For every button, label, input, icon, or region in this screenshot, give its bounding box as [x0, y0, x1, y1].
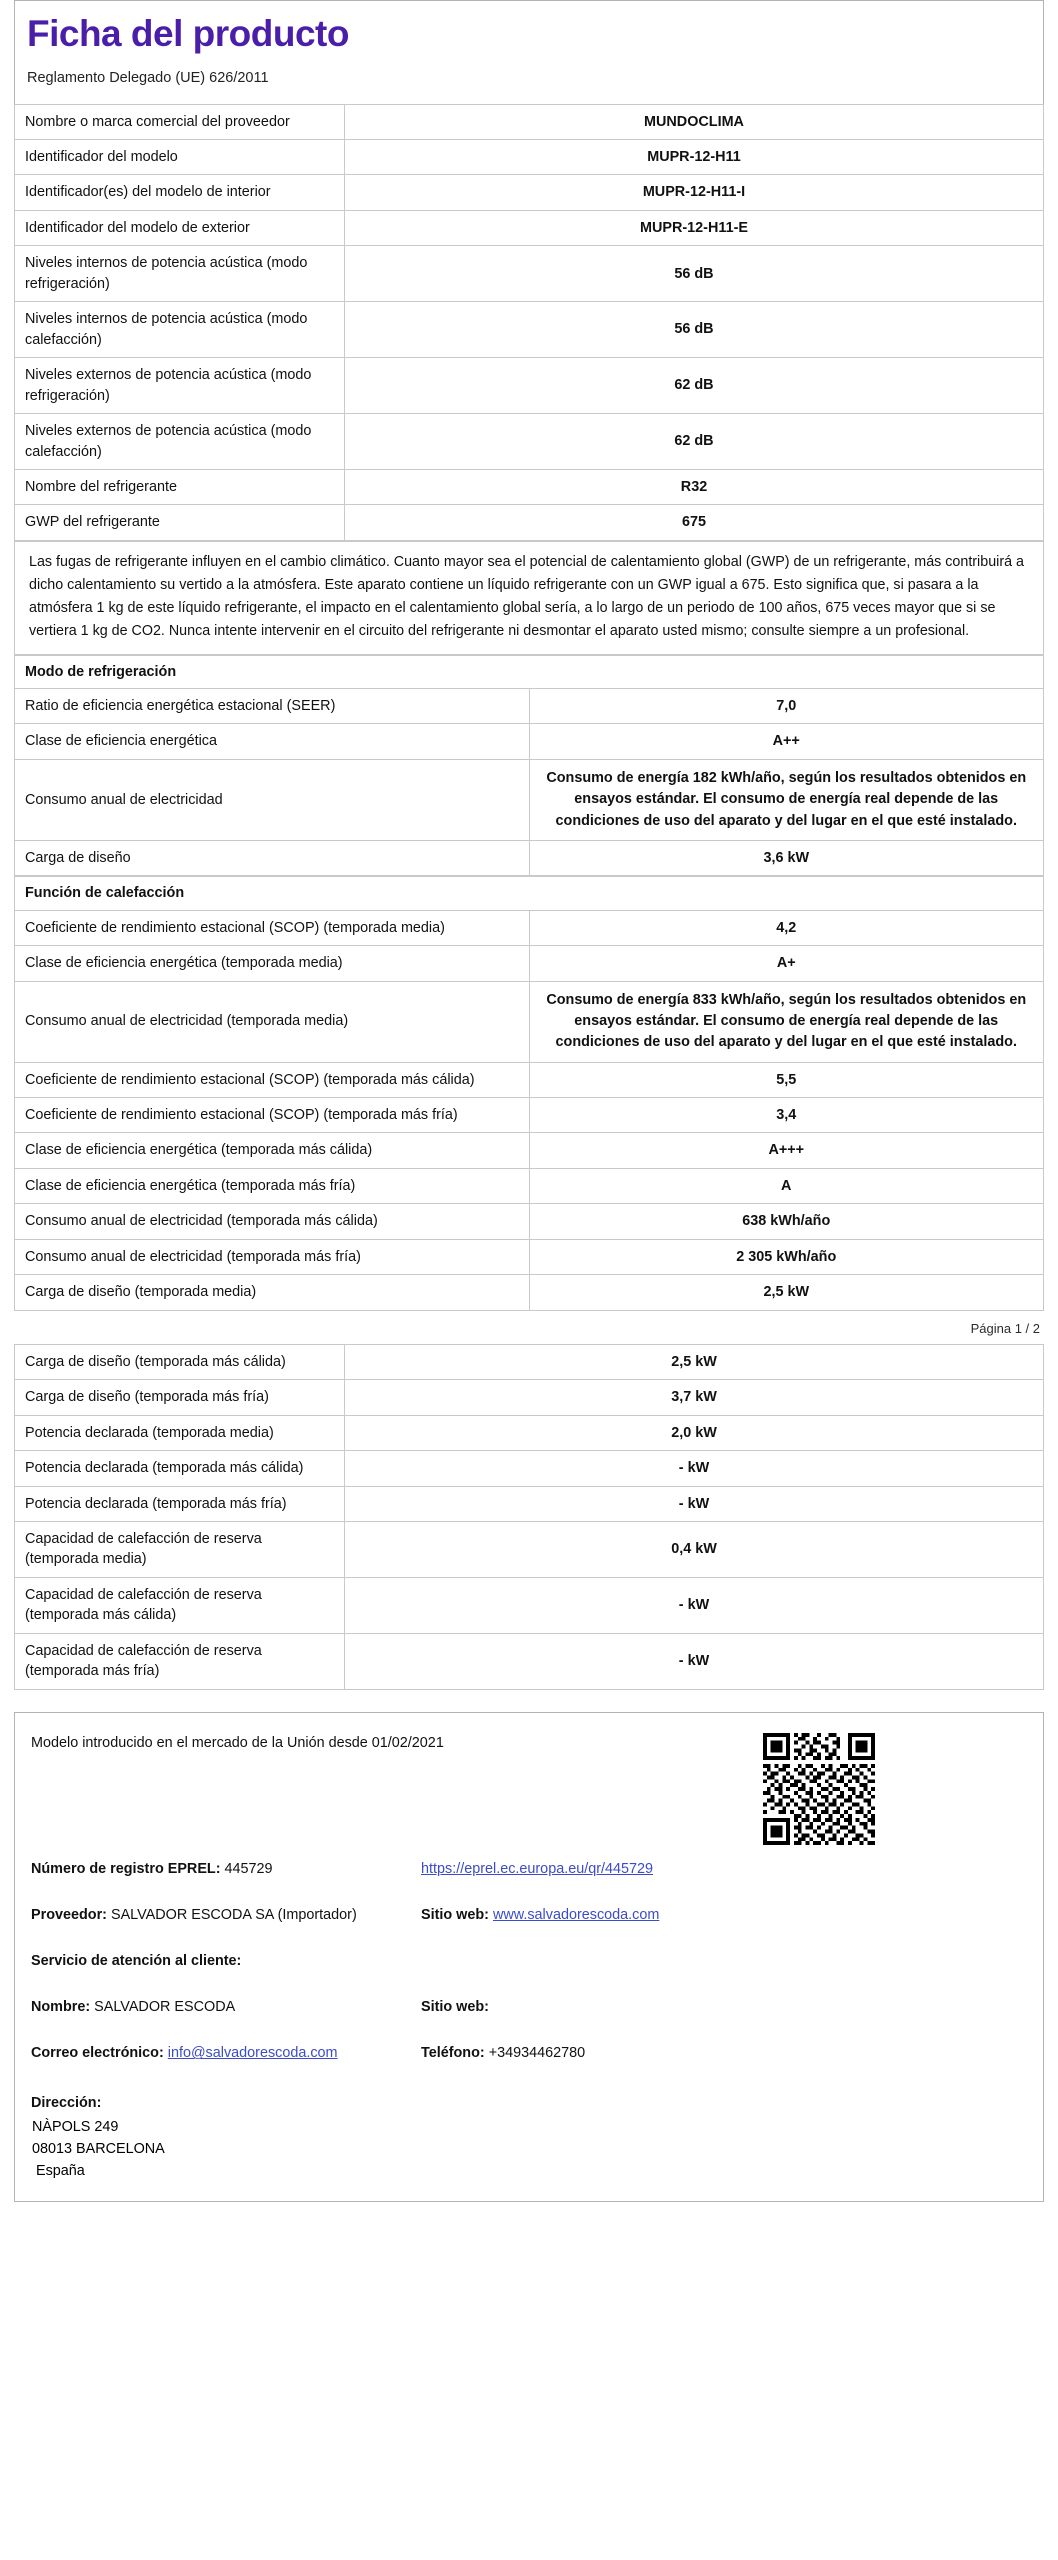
spec-table-top: [14, 104, 1044, 541]
row-label: Coeficiente de rendimiento estacional (SCOP) (temporada más cálida): [15, 1062, 530, 1097]
row-label: Clase de eficiencia energética (temporada más fría): [15, 1168, 530, 1203]
table-row: [15, 1522, 1044, 1578]
table-row: [15, 981, 1044, 1062]
row-value: 56 dB: [345, 302, 1044, 358]
row-value: 0,4 kW: [345, 1522, 1044, 1578]
row-label: Niveles internos de potencia acústica (modo calefacción): [15, 302, 345, 358]
row-value: 638 kWh/año: [529, 1204, 1044, 1239]
footer-contact-grid: [29, 1859, 1029, 2183]
supplier-label: Proveedor:: [31, 1906, 107, 1923]
market-introduction-line: Modelo introducido en el mercado de la Unión desde 01/02/2021: [31, 1734, 444, 1751]
table-row: [15, 759, 1044, 840]
table-row: [15, 1168, 1044, 1203]
address-line-1: NÀPOLS 249: [32, 2118, 119, 2135]
supplier-value: SALVADOR ESCODA SA (Importador): [110, 1906, 357, 1923]
refrigerant-note-table: [14, 541, 1044, 655]
row-value: 2 305 kWh/año: [529, 1239, 1044, 1274]
footer-info-box: [14, 1712, 1044, 2202]
table-row: [15, 1415, 1044, 1450]
row-value: 4,2: [529, 910, 1044, 945]
row-label: Clase de eficiencia energética (temporada media): [15, 946, 530, 981]
row-value: 2,5 kW: [345, 1344, 1044, 1379]
service-phone-value: +34934462780: [488, 2045, 586, 2062]
row-label: Consumo anual de electricidad (temporada más fría): [15, 1239, 530, 1274]
row-label: Coeficiente de rendimiento estacional (SCOP) (temporada más fría): [15, 1098, 530, 1133]
service-email-link[interactable]: info@salvadorescoda.com: [167, 2045, 338, 2062]
spec-table-heating: [14, 876, 1044, 1310]
table-row: [15, 1062, 1044, 1097]
page-number: Página 1 / 2: [970, 1320, 1040, 1336]
row-label: Niveles internos de potencia acústica (modo refrigeración): [15, 246, 345, 302]
table-row: [15, 946, 1044, 981]
row-value: 62 dB: [345, 414, 1044, 470]
row-label: Consumo anual de electricidad (temporada más cálida): [15, 1204, 530, 1239]
page-title: Ficha del producto: [27, 13, 349, 54]
eprel-label: Número de registro EPREL:: [31, 1860, 221, 1877]
section-header-cooling: [15, 655, 1044, 688]
row-label: Capacidad de calefacción de reserva (temporada más fría): [15, 1633, 345, 1689]
row-value: 3,6 kW: [529, 840, 1044, 875]
table-row: [15, 840, 1044, 875]
address-label: Dirección:: [31, 2094, 102, 2111]
document-header: [14, 0, 1044, 104]
row-label: Nombre o marca comercial del proveedor: [15, 104, 345, 139]
row-value: R32: [345, 469, 1044, 504]
row-value: - kW: [345, 1451, 1044, 1486]
supplier-item: [31, 1905, 421, 1925]
row-value: A++: [529, 724, 1044, 759]
service-name-item: [31, 1997, 421, 2017]
address-line-2: 08013 BARCELONA: [32, 2141, 165, 2158]
row-label: Ratio de eficiencia energética estacional (SEER): [15, 688, 530, 723]
row-label: Potencia declarada (temporada más cálida): [15, 1451, 345, 1486]
row-label: Identificador del modelo de exterior: [15, 210, 345, 245]
supplier-website-label: Sitio web:: [421, 1906, 489, 1923]
row-value: A+: [529, 946, 1044, 981]
table-row-refrigerant-note: [15, 541, 1044, 654]
table-row: [15, 1380, 1044, 1415]
table-row: [15, 910, 1044, 945]
row-label: GWP del refrigerante: [15, 505, 345, 540]
table-row: [15, 104, 1044, 139]
row-value: - kW: [345, 1577, 1044, 1633]
row-label: Niveles externos de potencia acústica (modo calefacción): [15, 414, 345, 470]
row-value: MUNDOCLIMA: [345, 104, 1044, 139]
address-line-3: España: [36, 2163, 85, 2180]
table-row: [15, 1486, 1044, 1521]
section-title-cooling: Modo de refrigeración: [15, 655, 1044, 688]
eprel-url-item: [421, 1859, 1029, 1879]
row-label: Potencia declarada (temporada media): [15, 1415, 345, 1450]
table-row: [15, 175, 1044, 210]
row-label: Consumo anual de electricidad: [15, 759, 530, 840]
table-row: [15, 1577, 1044, 1633]
service-phone-item: [421, 2043, 1029, 2063]
table-row: [15, 1239, 1044, 1274]
row-value: 3,4: [529, 1098, 1044, 1133]
table-row: [15, 210, 1044, 245]
spec-table-cooling: [14, 655, 1044, 877]
row-value: 5,5: [529, 1062, 1044, 1097]
row-label: Capacidad de calefacción de reserva (temporada más cálida): [15, 1577, 345, 1633]
eprel-value: 445729: [224, 1860, 273, 1877]
row-value: Consumo de energía 182 kWh/año, según los resultados obtenidos en ensayos estándar. El consumo de energía real depende de las condiciones de uso del aparato y del lugar en el que esté instalado.: [529, 759, 1044, 840]
table-row: [15, 505, 1044, 540]
row-label: Clase de eficiencia energética (temporada más cálida): [15, 1133, 530, 1168]
row-value: 3,7 kW: [345, 1380, 1044, 1415]
service-name-label: Nombre:: [31, 1999, 91, 2016]
table-row: [15, 1451, 1044, 1486]
row-value: - kW: [345, 1486, 1044, 1521]
row-label: Nombre del refrigerante: [15, 469, 345, 504]
eprel-url-link[interactable]: https://eprel.ec.europa.eu/qr/445729: [421, 1860, 654, 1877]
row-value: MUPR-12-H11-E: [345, 210, 1044, 245]
table-row: [15, 688, 1044, 723]
service-website-label: Sitio web:: [421, 1999, 489, 2016]
table-row: [15, 140, 1044, 175]
row-label: Carga de diseño: [15, 840, 530, 875]
row-label: Carga de diseño (temporada media): [15, 1275, 530, 1310]
table-row: [15, 1633, 1044, 1689]
row-label: Identificador(es) del modelo de interior: [15, 175, 345, 210]
refrigerant-note-text: Las fugas de refrigerante influyen en el cambio climático. Cuanto mayor sea el potencial de calentamiento global (GWP) de un refrigerante, más contribuirá a dicho calentamiento su vertido a la atmósfera. Este aparato contiene un líquido refrigerante con un GWP igual a 675. Esto significa que, si pasara a la atmósfera 1 kg de este líquido refrigerante, el impacto en el calentamiento global sería, a lo largo de un periodo de 100 años, 675 veces mayor que si se vertiera 1 kg de CO2. Nunca intente intervenir en el circuito del refrigerante ni desmontar el aparato usted mismo; consulte siempre a un profesional.: [15, 541, 1044, 654]
row-label: Capacidad de calefacción de reserva (temporada media): [15, 1522, 345, 1578]
qr-code-icon: [763, 1733, 875, 1845]
service-email-label: Correo electrónico:: [31, 2045, 164, 2062]
customer-service-title: Servicio de atención al cliente:: [31, 1953, 242, 1970]
service-name-value: SALVADOR ESCODA: [94, 1999, 236, 2016]
section-title-heating: Función de calefacción: [15, 877, 1044, 910]
row-value: - kW: [345, 1633, 1044, 1689]
table-row: [15, 414, 1044, 470]
service-email-item: [31, 2043, 421, 2063]
eprel-registration: [31, 1859, 421, 1879]
table-row: [15, 246, 1044, 302]
row-value: 2,0 kW: [345, 1415, 1044, 1450]
service-phone-label: Teléfono:: [421, 2045, 485, 2062]
row-value: 2,5 kW: [529, 1275, 1044, 1310]
row-label: Niveles externos de potencia acústica (modo refrigeración): [15, 358, 345, 414]
regulation-subtitle: Reglamento Delegado (UE) 626/2011: [27, 69, 269, 86]
row-label: Carga de diseño (temporada más cálida): [15, 1344, 345, 1379]
table-row: [15, 1133, 1044, 1168]
table-row: [15, 358, 1044, 414]
row-label: Carga de diseño (temporada más fría): [15, 1380, 345, 1415]
section-header-heating: [15, 877, 1044, 910]
row-label: Clase de eficiencia energética: [15, 724, 530, 759]
row-value: MUPR-12-H11: [345, 140, 1044, 175]
table-row: [15, 1344, 1044, 1379]
table-row: [15, 1098, 1044, 1133]
row-label: Coeficiente de rendimiento estacional (SCOP) (temporada media): [15, 910, 530, 945]
row-value: 675: [345, 505, 1044, 540]
row-value: Consumo de energía 833 kWh/año, según los resultados obtenidos en ensayos estándar. El consumo de energía real depende de las condiciones de uso del aparato y del lugar en el que esté instalado.: [529, 981, 1044, 1062]
row-value: 7,0: [529, 688, 1044, 723]
service-website-item: [421, 1997, 1029, 2017]
table-row: [15, 724, 1044, 759]
row-value: 62 dB: [345, 358, 1044, 414]
row-value: MUPR-12-H11-I: [345, 175, 1044, 210]
supplier-website-item: [421, 1905, 1029, 1925]
service-address-block: [31, 2092, 1029, 2183]
table-row: [15, 1275, 1044, 1310]
row-value: A: [529, 1168, 1044, 1203]
row-label: Identificador del modelo: [15, 140, 345, 175]
row-value: 56 dB: [345, 246, 1044, 302]
row-label: Consumo anual de electricidad (temporada media): [15, 981, 530, 1062]
spec-table-page2: [14, 1344, 1044, 1690]
table-row: [15, 302, 1044, 358]
table-row: [15, 1204, 1044, 1239]
table-row: [15, 469, 1044, 504]
row-value: A+++: [529, 1133, 1044, 1168]
supplier-website-link[interactable]: www.salvadorescoda.com: [492, 1906, 660, 1923]
row-label: Potencia declarada (temporada más fría): [15, 1486, 345, 1521]
